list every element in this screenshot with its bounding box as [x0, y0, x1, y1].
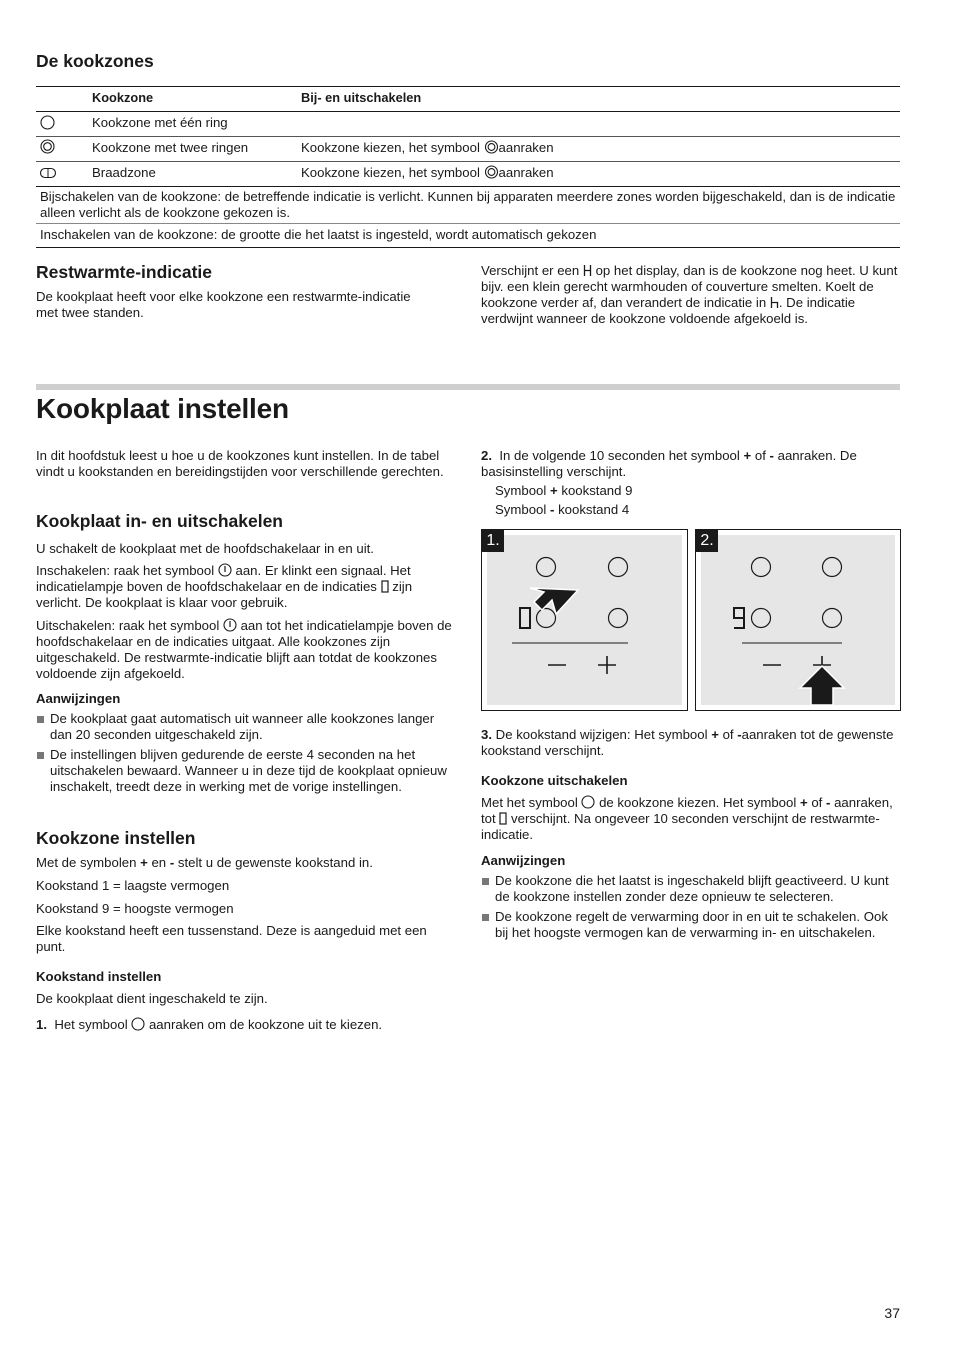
section-title-kookzones: De kookzones — [36, 51, 154, 71]
text-part: Met het symbool — [481, 795, 578, 810]
step-number: 3. — [481, 727, 492, 742]
table-row-zone: Braadzone — [92, 165, 156, 180]
table-row-zone: Kookzone met twee ringen — [92, 140, 249, 155]
text-part: de kookzone kiezen. Het symbool — [599, 795, 797, 810]
step-1 — [36, 1017, 456, 1033]
zone-ring-symbol-icon — [581, 795, 595, 809]
kookzone-p2: Kookstand 1 = laagste vermogen — [36, 878, 230, 893]
section-title-kookzone-instellen: Kookzone instellen — [36, 828, 196, 848]
text-part: of — [722, 727, 734, 742]
plus-symbol: + — [711, 727, 719, 742]
action-text: Kookzone kiezen, het symbool — [301, 165, 480, 180]
cooktop-diagram-2 — [696, 530, 900, 710]
action-text: aanraken — [498, 140, 554, 155]
minus-symbol: - — [169, 855, 175, 870]
table-header-schakelen: Bij- en uitschakelen — [301, 90, 422, 105]
single-ring-icon — [40, 115, 55, 130]
text-part: aanraken tot de gewenste kookstand verschijnt. — [481, 727, 894, 758]
in-uit-p3 — [36, 618, 456, 682]
kookzone-uitschakelen-title: Kookzone uitschakelen — [481, 773, 628, 788]
text-part: aan tot het indicatielampje boven de hoofdschakelaar en de indicaties uitgaat. Alle kookzones zijn uitgeschakeld. De restwarmte-indicatie blijft aan totdat de kookzones voldoende zijn afgekoeld. — [36, 618, 452, 681]
list-item: De instellingen blijven gedurende de eerste 4 seconden na het uitschakelen bewaard. Wanneer u in deze tijd de kookplaat opnieuw inschakelt, treedt deze in werking met de vorige instellingen. — [36, 747, 456, 795]
text-part: en — [151, 855, 167, 870]
notes-list — [481, 873, 901, 945]
minus-symbol: - — [826, 795, 831, 810]
table-note: Bijschakelen van de kookzone: de betreffende indicatie is verlicht. Kunnen bij apparaten meerdere zones worden bijgeschakeld, dan is de indicatie alleen verlicht als de kookzone gekozen is. — [40, 189, 896, 220]
table-rule — [36, 136, 900, 137]
kookzone-p3: Kookstand 9 = hoogste vermogen — [36, 901, 234, 916]
text-part: stelt u de gewenste kookstand in. — [177, 855, 373, 870]
text-part: of — [754, 448, 766, 463]
table-row-action — [301, 140, 554, 156]
section-title-restwarmte: Restwarmte-indicatie — [36, 262, 213, 282]
text-part: Het symbool — [54, 1017, 128, 1032]
text-part: verschijnt. Na ongeveer 10 seconden verschijnt de restwarmte-indicatie. — [481, 811, 880, 842]
kookzone-p5: De kookplaat dient ingeschakeld te zijn. — [36, 991, 268, 1006]
display-zero-icon — [381, 580, 389, 593]
plus-symbol: + — [549, 483, 558, 498]
text-part: aanraken om de kookzone uit te kiezen. — [148, 1017, 383, 1032]
zone-ring-symbol-icon — [131, 1017, 145, 1031]
table-header-kookzone: Kookzone — [92, 90, 154, 105]
kookstand-instellen-title: Kookstand instellen — [36, 969, 162, 984]
text-part: In de volgende 10 seconden het symbool — [499, 448, 740, 463]
in-uit-p1: U schakelt de kookplaat met de hoofdschakelaar in en uit. — [36, 541, 374, 556]
kookzone-p1 — [36, 855, 456, 871]
plus-symbol: + — [140, 855, 148, 870]
table-bottom-rule — [36, 247, 900, 248]
chapter-title: Kookplaat instellen — [36, 393, 289, 424]
step-number: 2. — [481, 448, 492, 463]
residual-heat-h-icon — [770, 296, 779, 309]
action-text: Kookzone kiezen, het symbool — [301, 140, 480, 155]
minus-symbol: - — [549, 502, 555, 517]
table-row-zone: Kookzone met één ring — [92, 115, 228, 130]
step-2 — [481, 448, 901, 480]
table-row-action — [301, 165, 554, 181]
text-part: . De indicatie verdwijnt wanneer de kookzone voldoende afgekoeld is. — [481, 295, 856, 326]
minus-symbol: - — [769, 448, 774, 463]
notes-title: Aanwijzingen — [36, 691, 121, 706]
restwarmte-text: De kookplaat heeft voor elke kookzone een restwarmte-indicatie met twee standen. — [36, 289, 411, 320]
text-part: aanraken. De basisinstelling verschijnt. — [481, 448, 857, 479]
notes-title: Aanwijzingen — [481, 853, 566, 868]
table-rule — [36, 223, 900, 224]
text-part: Uitschakelen: raak het symbool — [36, 618, 220, 633]
figure-label: 1. — [482, 530, 504, 552]
plus-symbol: + — [743, 448, 752, 463]
text-part: zijn verlicht. De kookplaat is klaar voor gebruik. — [36, 579, 413, 610]
symbol-minus-line — [495, 502, 629, 518]
double-ring-symbol-icon — [484, 165, 499, 179]
section-title-in-uit: Kookplaat in- en uitschakelen — [36, 511, 283, 531]
table-rule — [36, 161, 900, 162]
table-rule — [36, 111, 900, 112]
cooktop-diagram-1 — [482, 530, 687, 710]
text-part: kookstand 4 — [558, 502, 630, 517]
kookzone-uitschakelen-text — [481, 795, 901, 843]
figure-label: 2. — [696, 530, 718, 552]
chapter-intro: In dit hoofdstuk leest u hoe u de kookzones kunt instellen. In de tabel vindt u kookstanden en bereidingstijden voor verschillende gerechten. — [36, 448, 444, 479]
text-part: aanraken, tot — [481, 795, 893, 826]
text-part: kookstand 9 — [561, 483, 633, 498]
in-uit-p2 — [36, 563, 456, 611]
restwarmte-display-text — [481, 263, 901, 327]
symbol-plus-line — [495, 483, 632, 499]
chapter-divider — [36, 384, 900, 390]
power-symbol-icon — [223, 618, 237, 632]
list-item: De kookplaat gaat automatisch uit wanneer alle kookzones langer dan 20 seconden uitgeschakeld zijn. — [36, 711, 456, 743]
text-part: Verschijnt er een — [481, 263, 580, 278]
text-part: Symbool — [495, 483, 547, 498]
table-rule — [36, 186, 900, 187]
text-part: of — [811, 795, 823, 810]
double-ring-icon — [40, 139, 55, 154]
text-part: op het display, dan is de kookzone nog heet. U kunt bijv. een klein gerecht warmhouden of couverture smelten. Koelt de kookzone verder af, dan verandert de indicatie in — [481, 263, 898, 310]
list-item: De kookzone regelt de verwarming door in en uit te schakelen. Ook bij het hoogste vermogen kan de verwarming in- en uitschakelen. — [481, 909, 901, 941]
text-part: Symbool — [495, 502, 547, 517]
page-number: 37 — [884, 1305, 900, 1321]
list-item: De kookzone die het laatst is ingeschakeld blijft geactiveerd. U kunt de kookzone instellen zonder deze opnieuw te selecteren. — [481, 873, 901, 905]
text-part: Inschakelen: raak het symbool — [36, 563, 215, 578]
text-part: Met de symbolen — [36, 855, 137, 870]
step-3 — [481, 727, 901, 759]
double-ring-symbol-icon — [484, 140, 499, 154]
display-zero-icon — [499, 812, 507, 825]
roaster-zone-icon — [39, 167, 57, 179]
power-symbol-icon — [218, 563, 232, 577]
action-text: aanraken — [498, 165, 554, 180]
text-part: De kookstand wijzigen: Het symbool — [495, 727, 708, 742]
step-number: 1. — [36, 1017, 47, 1032]
figure-panel-2 — [695, 529, 901, 711]
plus-symbol: + — [799, 795, 808, 810]
minus-symbol: - — [737, 727, 742, 742]
text-part: aan. Er klinkt een signaal. Het indicatielampje boven de hoofdschakelaar en de indicaties — [36, 563, 411, 594]
notes-list — [36, 711, 456, 799]
table-top-rule — [36, 86, 900, 87]
kookzone-p4: Elke kookstand heeft een tussenstand. Deze is aangeduid met een punt. — [36, 923, 427, 954]
residual-heat-H-icon — [583, 264, 592, 277]
table-note: Inschakelen van de kookzone: de grootte die het laatst is ingesteld, wordt automatisch gekozen — [40, 227, 597, 242]
figure-panel-1 — [481, 529, 688, 711]
